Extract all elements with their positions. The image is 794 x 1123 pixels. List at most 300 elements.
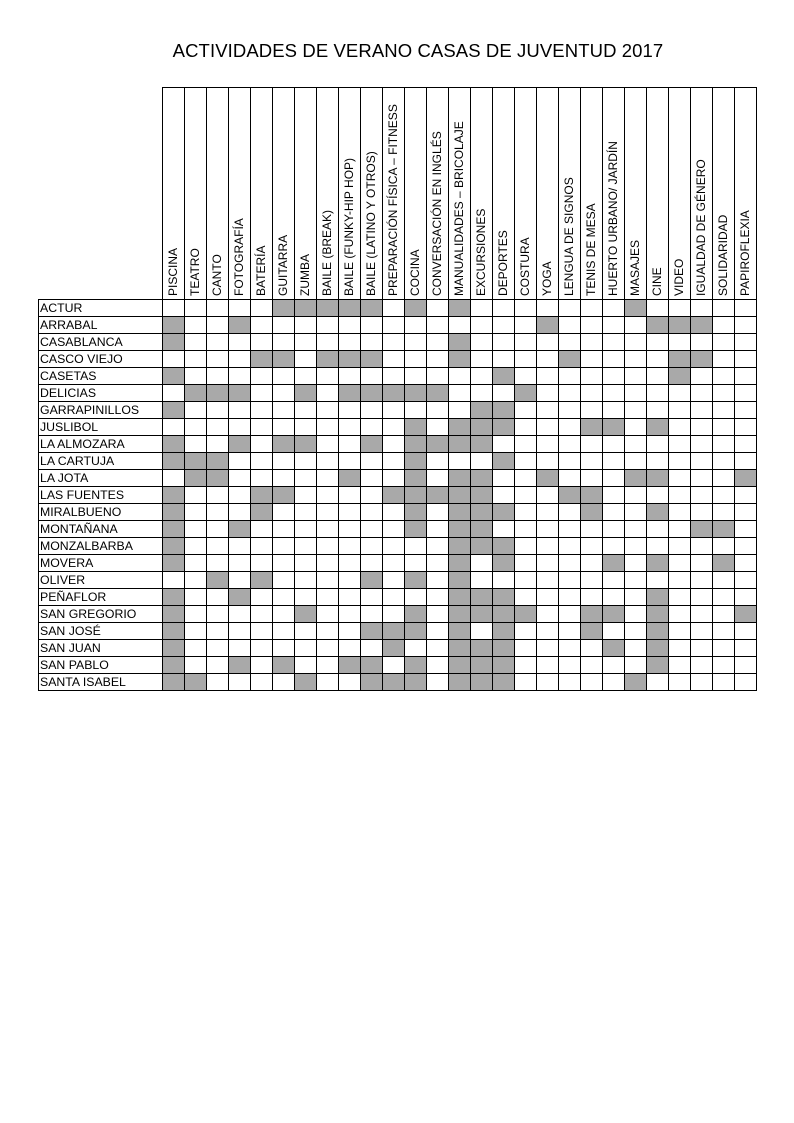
activity-cell-filled <box>449 419 471 436</box>
activity-cell-empty <box>713 334 735 351</box>
activity-cell-filled <box>383 623 405 640</box>
activity-cell-empty <box>581 317 603 334</box>
activity-cell-empty <box>581 674 603 691</box>
activity-cell-empty <box>537 657 559 674</box>
table-row <box>39 555 757 572</box>
activity-cell-filled <box>229 436 251 453</box>
activity-cell-filled <box>537 317 559 334</box>
activity-cell-empty <box>735 555 757 572</box>
activity-cell-empty <box>559 521 581 538</box>
activity-cell-empty <box>515 351 537 368</box>
activity-cell-filled <box>339 470 361 487</box>
activity-cell-empty <box>251 623 273 640</box>
activity-cell-empty <box>559 385 581 402</box>
activity-cell-empty <box>185 402 207 419</box>
activity-cell-filled <box>207 470 229 487</box>
activity-cell-empty <box>735 402 757 419</box>
activity-cell-filled <box>405 436 427 453</box>
activity-cell-empty <box>559 300 581 317</box>
activity-cell-filled <box>163 402 185 419</box>
activity-cell-empty <box>735 674 757 691</box>
activity-cell-empty <box>537 300 559 317</box>
activity-cell-filled <box>427 487 449 504</box>
activity-cell-empty <box>273 674 295 691</box>
activity-cell-empty <box>669 300 691 317</box>
activity-cell-empty <box>405 334 427 351</box>
activity-cell-empty <box>625 623 647 640</box>
center-name: PEÑAFLOR <box>39 589 163 606</box>
activity-cell-filled <box>449 521 471 538</box>
activity-cell-empty <box>207 657 229 674</box>
activity-cell-empty <box>339 487 361 504</box>
activity-cell-filled <box>405 674 427 691</box>
activity-cell-empty <box>383 351 405 368</box>
activity-cell-filled <box>471 470 493 487</box>
activity-header <box>317 88 339 300</box>
activity-cell-filled <box>383 640 405 657</box>
activity-cell-empty <box>625 487 647 504</box>
activity-cell-filled <box>295 436 317 453</box>
activity-cell-filled <box>273 351 295 368</box>
activities-table <box>38 87 757 691</box>
activity-cell-empty <box>361 606 383 623</box>
activity-cell-empty <box>405 589 427 606</box>
activity-cell-empty <box>669 334 691 351</box>
activity-cell-filled <box>581 606 603 623</box>
activity-header <box>295 88 317 300</box>
activity-cell-empty <box>207 623 229 640</box>
activity-cell-empty <box>515 334 537 351</box>
activity-cell-empty <box>603 436 625 453</box>
table-row <box>39 436 757 453</box>
activity-cell-empty <box>229 623 251 640</box>
activity-cell-filled <box>361 623 383 640</box>
activity-cell-empty <box>735 521 757 538</box>
activity-cell-empty <box>317 504 339 521</box>
activity-cell-empty <box>163 419 185 436</box>
activity-cell-empty <box>163 572 185 589</box>
activity-cell-filled <box>427 436 449 453</box>
activity-cell-empty <box>339 521 361 538</box>
activity-cell-filled <box>207 453 229 470</box>
activity-cell-empty <box>471 368 493 385</box>
activity-cell-empty <box>515 623 537 640</box>
table-row <box>39 470 757 487</box>
activity-cell-empty <box>163 470 185 487</box>
activity-cell-filled <box>515 385 537 402</box>
activity-cell-filled <box>405 453 427 470</box>
activity-cell-empty <box>493 351 515 368</box>
activity-cell-empty <box>361 589 383 606</box>
activity-cell-empty <box>229 334 251 351</box>
activity-cell-empty <box>625 504 647 521</box>
activity-cell-empty <box>207 317 229 334</box>
activity-cell-empty <box>251 453 273 470</box>
activity-cell-empty <box>713 589 735 606</box>
activity-cell-filled <box>449 300 471 317</box>
activity-cell-filled <box>449 606 471 623</box>
activity-header <box>273 88 295 300</box>
activity-cell-empty <box>229 487 251 504</box>
activity-cell-empty <box>713 623 735 640</box>
activity-cell-filled <box>471 419 493 436</box>
activity-cell-filled <box>471 487 493 504</box>
center-name: SAN PABLO <box>39 657 163 674</box>
activity-cell-empty <box>559 640 581 657</box>
activity-cell-empty <box>405 368 427 385</box>
activity-cell-empty <box>559 317 581 334</box>
activity-cell-filled <box>471 521 493 538</box>
activity-cell-empty <box>625 657 647 674</box>
activity-cell-empty <box>537 623 559 640</box>
activity-cell-empty <box>735 504 757 521</box>
activity-cell-empty <box>339 623 361 640</box>
activity-cell-empty <box>339 436 361 453</box>
activity-header <box>163 88 185 300</box>
activity-cell-empty <box>449 317 471 334</box>
activity-cell-empty <box>405 538 427 555</box>
activity-cell-empty <box>735 436 757 453</box>
activity-cell-empty <box>713 640 735 657</box>
activity-cell-empty <box>669 555 691 572</box>
activity-cell-empty <box>691 606 713 623</box>
activity-cell-empty <box>537 419 559 436</box>
activity-cell-empty <box>471 300 493 317</box>
table-row <box>39 419 757 436</box>
activity-cell-empty <box>735 368 757 385</box>
activity-cell-filled <box>229 317 251 334</box>
activity-label: TENIS DE MESA <box>584 203 598 296</box>
activity-cell-empty <box>251 334 273 351</box>
activity-cell-filled <box>603 419 625 436</box>
activity-cell-empty <box>207 504 229 521</box>
activity-cell-filled <box>405 419 427 436</box>
activity-cell-empty <box>603 504 625 521</box>
activity-cell-filled <box>251 572 273 589</box>
activity-cell-empty <box>273 521 295 538</box>
activity-cell-empty <box>295 487 317 504</box>
activity-cell-empty <box>493 487 515 504</box>
activity-cell-empty <box>427 504 449 521</box>
activity-cell-filled <box>581 504 603 521</box>
activity-cell-filled <box>163 623 185 640</box>
activity-cell-empty <box>427 470 449 487</box>
activity-cell-empty <box>295 453 317 470</box>
activity-header <box>383 88 405 300</box>
activity-cell-empty <box>669 453 691 470</box>
activity-cell-empty <box>185 657 207 674</box>
activity-header <box>361 88 383 300</box>
activity-cell-empty <box>559 453 581 470</box>
activity-cell-filled <box>603 606 625 623</box>
activity-cell-empty <box>647 402 669 419</box>
activity-cell-empty <box>559 555 581 572</box>
activity-cell-empty <box>339 589 361 606</box>
activity-cell-filled <box>647 589 669 606</box>
activity-cell-empty <box>185 589 207 606</box>
activity-cell-empty <box>383 334 405 351</box>
activity-cell-empty <box>537 351 559 368</box>
activity-cell-empty <box>735 640 757 657</box>
activity-cell-filled <box>647 555 669 572</box>
center-name: LA JOTA <box>39 470 163 487</box>
activity-cell-empty <box>581 402 603 419</box>
activity-cell-empty <box>251 521 273 538</box>
activity-cell-empty <box>691 623 713 640</box>
table-row <box>39 589 757 606</box>
activity-cell-empty <box>361 504 383 521</box>
activity-cell-empty <box>295 555 317 572</box>
activity-cell-empty <box>691 674 713 691</box>
activity-cell-empty <box>427 674 449 691</box>
activity-cell-filled <box>405 487 427 504</box>
activity-cell-filled <box>361 351 383 368</box>
center-name: SANTA ISABEL <box>39 674 163 691</box>
activity-cell-empty <box>691 402 713 419</box>
activity-cell-empty <box>713 572 735 589</box>
activity-cell-empty <box>669 572 691 589</box>
activity-cell-empty <box>669 538 691 555</box>
activity-cell-empty <box>559 657 581 674</box>
activity-cell-empty <box>581 453 603 470</box>
activity-cell-empty <box>603 368 625 385</box>
activity-cell-empty <box>317 402 339 419</box>
activity-cell-filled <box>251 504 273 521</box>
activity-cell-empty <box>405 640 427 657</box>
activity-cell-filled <box>471 402 493 419</box>
activity-cell-empty <box>669 623 691 640</box>
activity-cell-filled <box>449 572 471 589</box>
activity-cell-empty <box>515 538 537 555</box>
activity-cell-empty <box>251 419 273 436</box>
activity-header <box>229 88 251 300</box>
activity-cell-empty <box>273 640 295 657</box>
page-title: ACTIVIDADES DE VERANO CASAS DE JUVENTUD 2017 <box>172 40 664 61</box>
activity-cell-empty <box>691 657 713 674</box>
activity-cell-empty <box>163 385 185 402</box>
activity-cell-filled <box>427 385 449 402</box>
activity-label: BAILE (FUNKY-HIP HOP) <box>342 157 356 296</box>
activity-cell-empty <box>603 385 625 402</box>
activity-header <box>471 88 493 300</box>
activity-header <box>669 88 691 300</box>
activity-cell-empty <box>273 317 295 334</box>
activity-cell-empty <box>273 402 295 419</box>
activity-cell-empty <box>559 623 581 640</box>
table-row <box>39 521 757 538</box>
activity-cell-empty <box>185 623 207 640</box>
activity-cell-filled <box>449 555 471 572</box>
center-name: SAN GREGORIO <box>39 606 163 623</box>
activity-cell-empty <box>515 487 537 504</box>
activity-cell-empty <box>207 368 229 385</box>
activity-cell-empty <box>405 402 427 419</box>
center-name: ARRABAL <box>39 317 163 334</box>
activity-cell-empty <box>383 589 405 606</box>
activity-cell-filled <box>449 487 471 504</box>
activity-cell-empty <box>713 470 735 487</box>
activity-label: SOLIDARIDAD <box>716 214 730 296</box>
activity-cell-filled <box>163 317 185 334</box>
activity-cell-empty <box>427 538 449 555</box>
activity-cell-filled <box>185 674 207 691</box>
activity-cell-filled <box>449 657 471 674</box>
activity-cell-empty <box>515 674 537 691</box>
activity-label: BAILE (LATINO Y OTROS) <box>364 151 378 296</box>
activity-cell-filled <box>383 674 405 691</box>
activity-cell-filled <box>405 606 427 623</box>
activity-cell-empty <box>317 453 339 470</box>
activity-cell-filled <box>229 385 251 402</box>
activity-header <box>713 88 735 300</box>
table-row <box>39 351 757 368</box>
activity-cell-empty <box>669 657 691 674</box>
center-name: DELICIAS <box>39 385 163 402</box>
activity-cell-empty <box>295 538 317 555</box>
activity-cell-empty <box>427 657 449 674</box>
activity-cell-empty <box>691 572 713 589</box>
activity-cell-empty <box>185 606 207 623</box>
activity-cell-empty <box>581 334 603 351</box>
activity-cell-filled <box>691 351 713 368</box>
activity-cell-empty <box>581 470 603 487</box>
activity-cell-empty <box>405 351 427 368</box>
activity-cell-filled <box>361 300 383 317</box>
activity-cell-filled <box>647 317 669 334</box>
table-row <box>39 368 757 385</box>
activity-cell-empty <box>625 385 647 402</box>
activity-cell-empty <box>669 385 691 402</box>
activity-cell-empty <box>713 657 735 674</box>
activity-cell-filled <box>647 419 669 436</box>
activity-cell-empty <box>647 674 669 691</box>
activity-cell-empty <box>185 640 207 657</box>
activity-cell-filled <box>449 623 471 640</box>
activity-cell-filled <box>493 368 515 385</box>
activity-cell-empty <box>295 317 317 334</box>
activity-cell-filled <box>493 453 515 470</box>
activity-cell-empty <box>691 385 713 402</box>
activity-header <box>207 88 229 300</box>
activity-cell-empty <box>251 640 273 657</box>
activity-cell-empty <box>559 334 581 351</box>
activity-cell-empty <box>273 606 295 623</box>
center-name: MIRALBUENO <box>39 504 163 521</box>
activity-cell-empty <box>713 453 735 470</box>
activity-cell-empty <box>691 589 713 606</box>
activity-cell-empty <box>691 538 713 555</box>
activity-cell-empty <box>537 334 559 351</box>
activity-cell-filled <box>581 487 603 504</box>
activity-cell-empty <box>273 385 295 402</box>
activity-cell-filled <box>581 419 603 436</box>
activity-cell-empty <box>383 555 405 572</box>
activity-cell-empty <box>251 436 273 453</box>
activity-cell-filled <box>449 674 471 691</box>
center-name: OLIVER <box>39 572 163 589</box>
activity-cell-empty <box>559 470 581 487</box>
activity-cell-empty <box>427 572 449 589</box>
activity-cell-empty <box>537 640 559 657</box>
activity-cell-empty <box>383 521 405 538</box>
activity-cell-empty <box>339 538 361 555</box>
activity-label: VIDEO <box>672 258 686 296</box>
table-row <box>39 657 757 674</box>
activity-cell-empty <box>427 334 449 351</box>
activity-cell-empty <box>339 402 361 419</box>
activity-cell-empty <box>625 521 647 538</box>
activity-cell-empty <box>317 538 339 555</box>
activity-cell-empty <box>735 385 757 402</box>
centers-table-body <box>39 300 757 691</box>
activity-cell-empty <box>207 538 229 555</box>
activity-cell-empty <box>471 385 493 402</box>
activity-cell-empty <box>251 300 273 317</box>
activity-cell-empty <box>185 300 207 317</box>
activity-cell-empty <box>383 606 405 623</box>
activity-cell-filled <box>383 385 405 402</box>
activity-cell-empty <box>537 385 559 402</box>
activity-cell-empty <box>603 521 625 538</box>
activity-cell-empty <box>581 385 603 402</box>
activity-cell-filled <box>625 674 647 691</box>
activity-cell-empty <box>625 640 647 657</box>
activity-cell-empty <box>493 470 515 487</box>
activity-cell-filled <box>339 351 361 368</box>
activity-cell-empty <box>295 623 317 640</box>
activity-cell-empty <box>339 419 361 436</box>
activity-cell-filled <box>647 470 669 487</box>
activity-cell-filled <box>669 317 691 334</box>
activity-cell-empty <box>207 521 229 538</box>
activity-cell-empty <box>383 419 405 436</box>
activity-header <box>691 88 713 300</box>
activity-cell-empty <box>295 640 317 657</box>
activity-cell-empty <box>449 402 471 419</box>
activity-cell-empty <box>317 572 339 589</box>
activity-cell-empty <box>339 453 361 470</box>
activity-cell-empty <box>603 674 625 691</box>
activity-cell-empty <box>427 351 449 368</box>
activity-cell-filled <box>647 606 669 623</box>
activity-cell-empty <box>537 504 559 521</box>
activity-label: COSTURA <box>518 237 532 296</box>
activity-cell-empty <box>427 521 449 538</box>
table-row <box>39 402 757 419</box>
activity-cell-filled <box>339 300 361 317</box>
activity-label: DEPORTES <box>496 230 510 296</box>
activity-cell-empty <box>317 606 339 623</box>
activity-cell-empty <box>647 351 669 368</box>
activity-header <box>735 88 757 300</box>
activity-cell-empty <box>559 504 581 521</box>
activity-cell-empty <box>229 300 251 317</box>
activity-cell-filled <box>163 538 185 555</box>
activity-cell-empty <box>735 334 757 351</box>
activity-cell-empty <box>471 572 493 589</box>
table-row <box>39 487 757 504</box>
activity-cell-empty <box>427 402 449 419</box>
activity-cell-empty <box>581 555 603 572</box>
activity-cell-filled <box>493 402 515 419</box>
activity-cell-empty <box>581 572 603 589</box>
activity-cell-empty <box>647 487 669 504</box>
activity-cell-empty <box>493 317 515 334</box>
activity-cell-empty <box>185 555 207 572</box>
activity-cell-empty <box>207 487 229 504</box>
activity-cell-filled <box>471 589 493 606</box>
activity-cell-empty <box>295 521 317 538</box>
